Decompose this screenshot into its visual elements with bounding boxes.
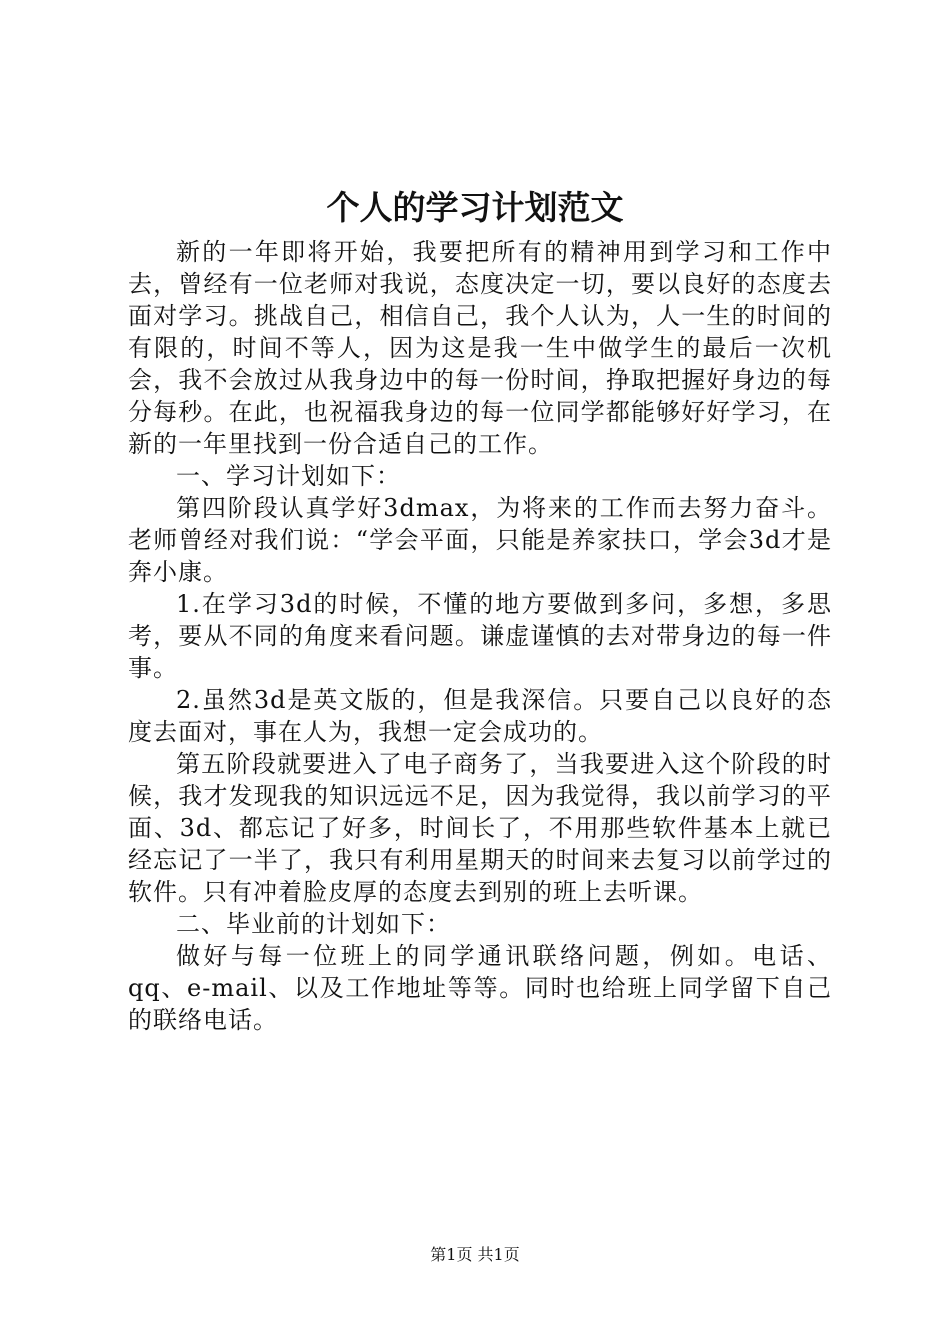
document-body xyxy=(128,236,832,1036)
page-footer: 第1页 共1页 xyxy=(430,1245,520,1264)
heading-study-plan: 一、学习计划如下： xyxy=(176,462,401,490)
paragraph-stage-four: 第四阶段认真学好3dmax，为将来的工作而去努力奋斗。老师曾经对我们说：“学会平面，只能是养家扶口，学会3d才是奔小康。 xyxy=(128,494,832,586)
list-item-1: 1.在学习3d的时候，不懂的地方要做到多问，多想，多思考，要从不同的角度来看问题。谦虚谨慎的去对带身边的每一件事。 xyxy=(128,590,832,682)
paragraph-stage-five: 第五阶段就要进入了电子商务了，当我要进入这个阶段的时候，我才发现我的知识远远不足，因为我觉得，我以前学习的平面、3d、都忘记了好多，时间长了，不用那些软件基本上就已经忘记了一半了，我只有利用星期天的时间来去复习以前学过的软件。只有冲着脸皮厚的态度去到别的班上去听课。 xyxy=(128,750,832,906)
paragraph-intro: 新的一年即将开始，我要把所有的精神用到学习和工作中去，曾经有一位老师对我说，态度决定一切，要以良好的态度去面对学习。挑战自己，相信自己，我个人认为，人一生的时间的有限的，时间不等人，因为这是我一生中做学生的最后一次机会，我不会放过从我身边中的每一份时间，挣取把握好身边的每分每秒。在此，也祝福我身边的每一位同学都能够好好学习，在新的一年里找到一份合适自己的工作。 xyxy=(128,238,832,458)
document-title: 个人的学习计划范文 xyxy=(326,188,624,227)
heading-pre-graduation-plan: 二、毕业前的计划如下： xyxy=(176,910,451,938)
list-item-2: 2.虽然3d是英文版的，但是我深信。只要自己以良好的态度去面对，事在人为，我想一定会成功的。 xyxy=(128,686,832,746)
paragraph-contacts: 做好与每一位班上的同学通讯联络问题，例如。电话、qq、e-mail、以及工作地址等等。同时也给班上同学留下自己的联络电话。 xyxy=(128,942,832,1034)
